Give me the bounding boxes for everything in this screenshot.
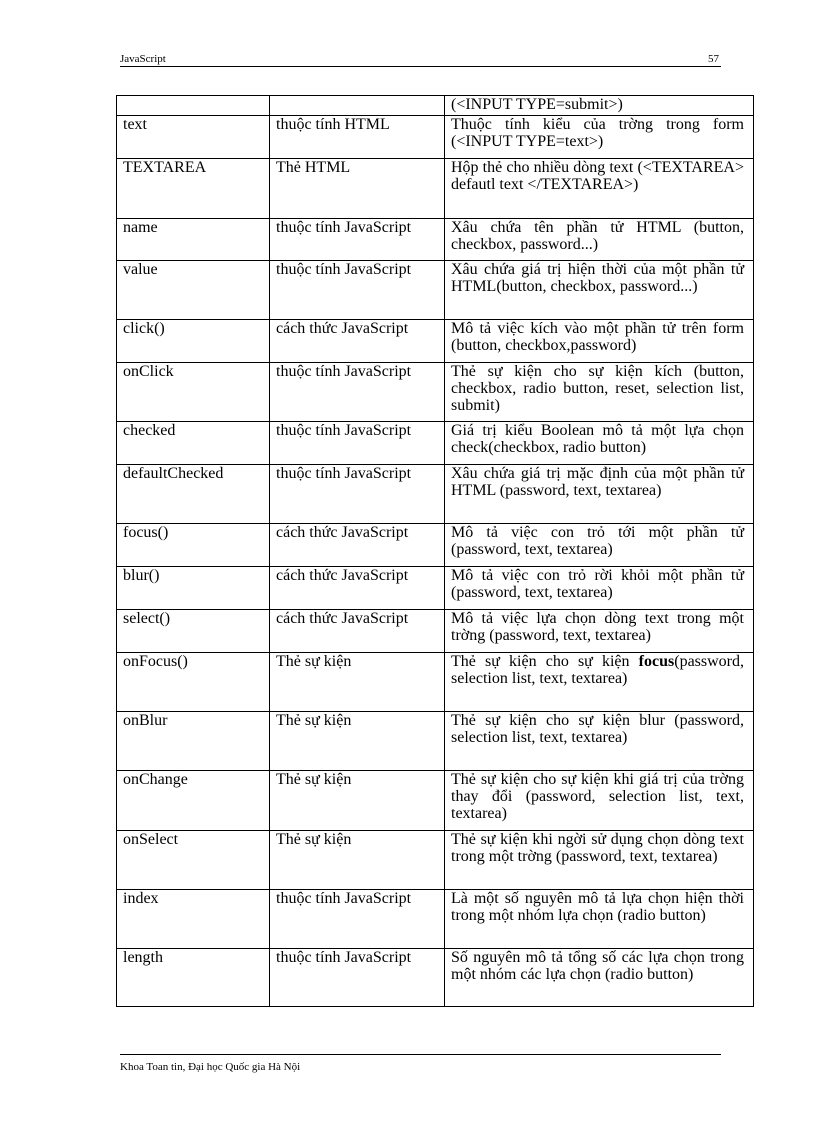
table-row xyxy=(117,219,754,261)
cell-name: defaultChecked xyxy=(117,465,270,524)
cell-type: Thẻ sự kiện xyxy=(270,831,445,890)
table-row xyxy=(117,261,754,320)
table-row xyxy=(117,159,754,219)
cell-name: TEXTAREA xyxy=(117,159,270,219)
cell-type: cách thức JavaScript xyxy=(270,524,445,567)
footer-text: Khoa Toan tin, Đại học Quốc gia Hà Nội xyxy=(120,1061,301,1073)
table-row xyxy=(117,949,754,1007)
table-row xyxy=(117,363,754,422)
cell-name: onBlur xyxy=(117,712,270,771)
table-row xyxy=(117,890,754,949)
cell-name: onSelect xyxy=(117,831,270,890)
cell-description: Thẻ sự kiện khi ngời sử dụng chọn dòng text trong một trờng (password, text, textarea) xyxy=(445,831,754,890)
cell-type: cách thức JavaScript xyxy=(270,567,445,610)
cell-description: Thẻ sự kiện cho sự kiện kích (button, checkbox, radio button, reset, selection list, submit) xyxy=(445,363,754,422)
cell-name: onClick xyxy=(117,363,270,422)
cell-name: click() xyxy=(117,320,270,363)
table-row xyxy=(117,771,754,831)
cell-description: Thẻ sự kiện cho sự kiện khi giá trị của trờng thay đổi (password, selection list, text, textarea) xyxy=(445,771,754,831)
cell-description: Là một số nguyên mô tả lựa chọn hiện thời trong một nhóm lựa chọn (radio button) xyxy=(445,890,754,949)
cell-name xyxy=(117,96,270,116)
cell-name: index xyxy=(117,890,270,949)
cell-description: Số nguyên mô tả tổng số các lựa chọn trong một nhóm các lựa chọn (radio button) xyxy=(445,949,754,1007)
cell-name: onFocus() xyxy=(117,653,270,712)
cell-name: name xyxy=(117,219,270,261)
cell-type: thuộc tính JavaScript xyxy=(270,465,445,524)
description-text: Thẻ sự kiện cho sự kiện xyxy=(451,653,639,670)
description-text: (password, selection list, text, textarea) xyxy=(451,653,744,687)
cell-name: focus() xyxy=(117,524,270,567)
table-row xyxy=(117,524,754,567)
table-row xyxy=(117,96,754,116)
page-header xyxy=(120,52,721,67)
table-row xyxy=(117,320,754,363)
page-number: 57 xyxy=(708,53,719,65)
table-row xyxy=(117,712,754,771)
cell-description: (<INPUT TYPE=submit>) xyxy=(445,96,754,116)
cell-type: thuộc tính JavaScript xyxy=(270,219,445,261)
cell-description: Mô tả việc con trỏ rời khỏi một phần tử (password, text, textarea) xyxy=(445,567,754,610)
cell-type: thuộc tính HTML xyxy=(270,116,445,159)
cell-description: Thẻ sự kiện cho sự kiện blur (password, selection list, text, textarea) xyxy=(445,712,754,771)
table-row xyxy=(117,831,754,890)
cell-description: Xâu chứa giá trị hiện thời của một phần tử HTML(button, checkbox, password...) xyxy=(445,261,754,320)
cell-type: Thẻ HTML xyxy=(270,159,445,219)
cell-name: blur() xyxy=(117,567,270,610)
table-row xyxy=(117,465,754,524)
table-row xyxy=(117,610,754,653)
cell-description: Xâu chứa tên phần tử HTML (button, checkbox, password...) xyxy=(445,219,754,261)
table-row xyxy=(117,422,754,465)
cell-description: Mô tả việc lựa chọn dòng text trong một trờng (password, text, textarea) xyxy=(445,610,754,653)
cell-type: cách thức JavaScript xyxy=(270,320,445,363)
cell-type: cách thức JavaScript xyxy=(270,610,445,653)
cell-type: thuộc tính JavaScript xyxy=(270,261,445,320)
cell-description: Giá trị kiểu Boolean mô tả một lựa chọn check(checkbox, radio button) xyxy=(445,422,754,465)
cell-name: checked xyxy=(117,422,270,465)
cell-type xyxy=(270,96,445,116)
cell-name: onChange xyxy=(117,771,270,831)
cell-type: Thẻ sự kiện xyxy=(270,712,445,771)
cell-type: thuộc tính JavaScript xyxy=(270,949,445,1007)
cell-description: Mô tả việc kích vào một phần tử trên form (button, checkbox,password) xyxy=(445,320,754,363)
page-footer xyxy=(120,1054,721,1074)
cell-description: Hộp thẻ cho nhiều dòng text (<TEXTAREA> defautl text </TEXTAREA>) xyxy=(445,159,754,219)
table-row xyxy=(117,567,754,610)
cell-type: thuộc tính JavaScript xyxy=(270,890,445,949)
reference-table xyxy=(116,95,754,1007)
description-keyword: focus xyxy=(638,653,675,670)
cell-description xyxy=(445,653,754,712)
cell-type: Thẻ sự kiện xyxy=(270,653,445,712)
table-row xyxy=(117,116,754,159)
cell-description: Mô tả việc con trỏ tới một phần tử (password, text, textarea) xyxy=(445,524,754,567)
header-title: JavaScript xyxy=(120,53,166,65)
table-row xyxy=(117,653,754,712)
cell-description: Thuộc tính kiểu của trờng trong form (<INPUT TYPE=text>) xyxy=(445,116,754,159)
cell-name: text xyxy=(117,116,270,159)
cell-type: Thẻ sự kiện xyxy=(270,771,445,831)
cell-name: length xyxy=(117,949,270,1007)
cell-type: thuộc tính JavaScript xyxy=(270,422,445,465)
cell-type: thuộc tính JavaScript xyxy=(270,363,445,422)
cell-description: Xâu chứa giá trị mặc định của một phần tử HTML (password, text, textarea) xyxy=(445,465,754,524)
cell-name: value xyxy=(117,261,270,320)
cell-name: select() xyxy=(117,610,270,653)
